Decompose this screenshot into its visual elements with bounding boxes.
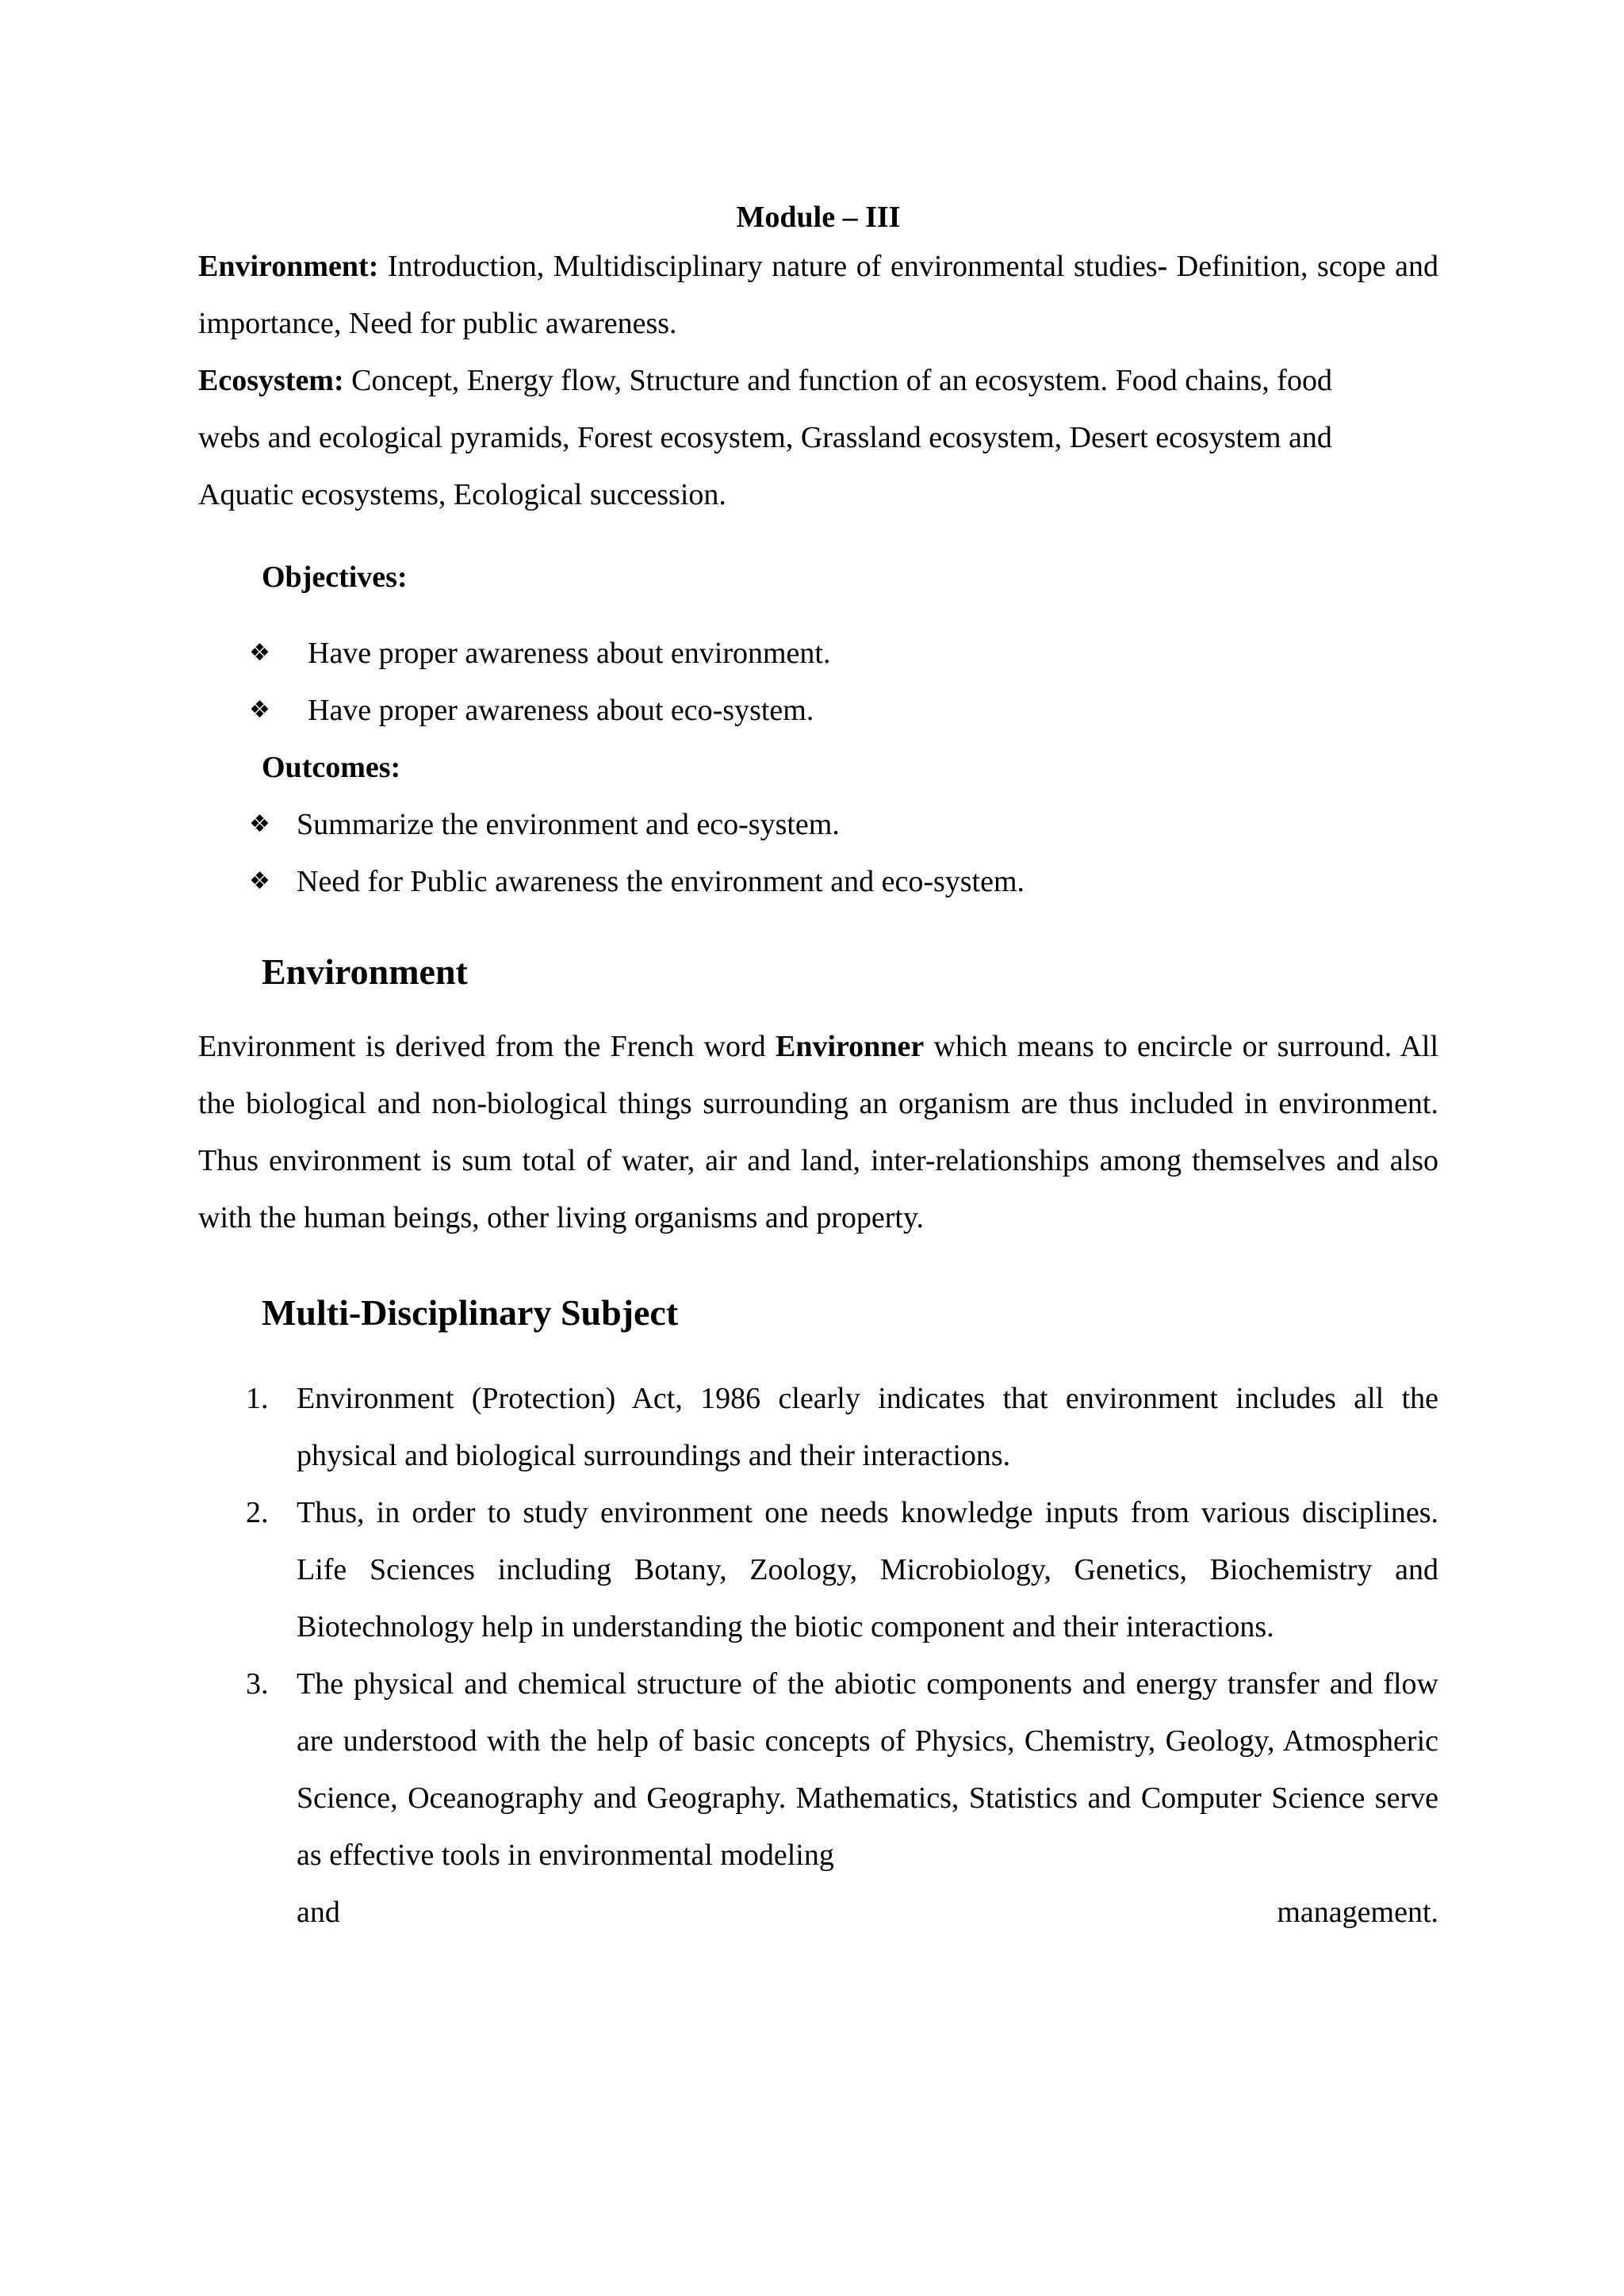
outcome-text: Need for Public awareness the environment and eco-system. bbox=[297, 865, 1025, 898]
list-item bbox=[198, 682, 1438, 739]
outcomes-heading: Outcomes: bbox=[262, 751, 401, 784]
list-number: 2. bbox=[246, 1496, 269, 1529]
document-page bbox=[198, 197, 1438, 1941]
multidisciplinary-heading: Multi-Disciplinary Subject bbox=[262, 1292, 679, 1333]
list-item-text: The physical and chemical structure of the abiotic components and energy transfer and flow are understood with the help of basic concepts of Physics, Chemistry, Geology, Atmospheric Science, Oceanography and Geography. Mathematics, Statistics and Computer Science serve as effective tools in environmental modeling bbox=[297, 1667, 1438, 1872]
objectives-heading: Objectives: bbox=[262, 561, 408, 594]
list-item bbox=[198, 853, 1438, 910]
environment-paragraph bbox=[198, 1018, 1438, 1246]
list-item bbox=[198, 1370, 1438, 1484]
environment-syllabus-text: Introduction, Multidisciplinary nature of environmental studies bbox=[387, 250, 1158, 283]
ecosystem-label: Ecosystem: bbox=[198, 364, 344, 397]
environment-bold-word: Environner bbox=[775, 1030, 925, 1063]
objective-text: Have proper awareness about eco-system. bbox=[308, 694, 814, 727]
objective-text: Have proper awareness about environment. bbox=[308, 637, 831, 670]
outcomes-list bbox=[198, 796, 1438, 910]
environment-text-after: which means to encircle or surround. All the biological and non-biological things surrounding an organism are thus included in environment. Thus environment is sum total of water, air and land, inter-relationships among themselves and also with the human beings, other living organisms and property. bbox=[198, 1030, 1439, 1234]
environment-syllabus-text-2: Definition, scope and importance, Need for public awareness. bbox=[198, 250, 1438, 340]
page-title: Module – III bbox=[736, 201, 901, 234]
environment-text-before: Environment is derived from the French word bbox=[198, 1030, 766, 1063]
list-item bbox=[198, 796, 1438, 853]
last-word-left: and bbox=[297, 1896, 340, 1929]
diamond-bullet-icon: ❖ bbox=[249, 867, 270, 895]
ecosystem-syllabus-text: Concept, Energy flow, Structure and function of an ecosystem. Food chains, food webs and ecological pyramids, Forest ecosystem, Grassland ecosystem, Desert ecosystem and Aquatic ecosystems, Ecological succession. bbox=[198, 364, 1332, 511]
ecosystem-syllabus-paragraph bbox=[198, 352, 1438, 523]
diamond-bullet-icon: ❖ bbox=[249, 696, 270, 724]
list-item-last-line bbox=[297, 1884, 1438, 1941]
list-item-text: Thus, in order to study environment one needs knowledge inputs from various disciplines. Life Sciences including Botany, Zoology, Microbiology, Genetics, Biochemistry and Biotechnology help in understanding the biotic component and their interactions. bbox=[297, 1496, 1438, 1644]
environment-label: Environment: bbox=[198, 250, 379, 283]
list-number: 3. bbox=[246, 1667, 269, 1701]
outcome-text: Summarize the environment and eco-system. bbox=[297, 808, 840, 841]
list-item bbox=[198, 1484, 1438, 1655]
diamond-bullet-icon: ❖ bbox=[249, 810, 270, 838]
list-item-text: Environment (Protection) Act, 1986 clearly indicates that environment includes all the physical and biological surroundings and their interactions. bbox=[297, 1382, 1438, 1472]
last-word-right: management. bbox=[1277, 1896, 1438, 1929]
environment-syllabus-dash: - bbox=[1157, 250, 1168, 283]
list-item bbox=[198, 1655, 1438, 1941]
multidisciplinary-list bbox=[198, 1370, 1438, 1941]
objectives-list bbox=[198, 625, 1438, 739]
list-number: 1. bbox=[246, 1382, 269, 1415]
environment-heading: Environment bbox=[262, 951, 468, 992]
environment-syllabus-paragraph bbox=[198, 238, 1438, 352]
list-item bbox=[198, 625, 1438, 682]
diamond-bullet-icon: ❖ bbox=[249, 639, 270, 667]
